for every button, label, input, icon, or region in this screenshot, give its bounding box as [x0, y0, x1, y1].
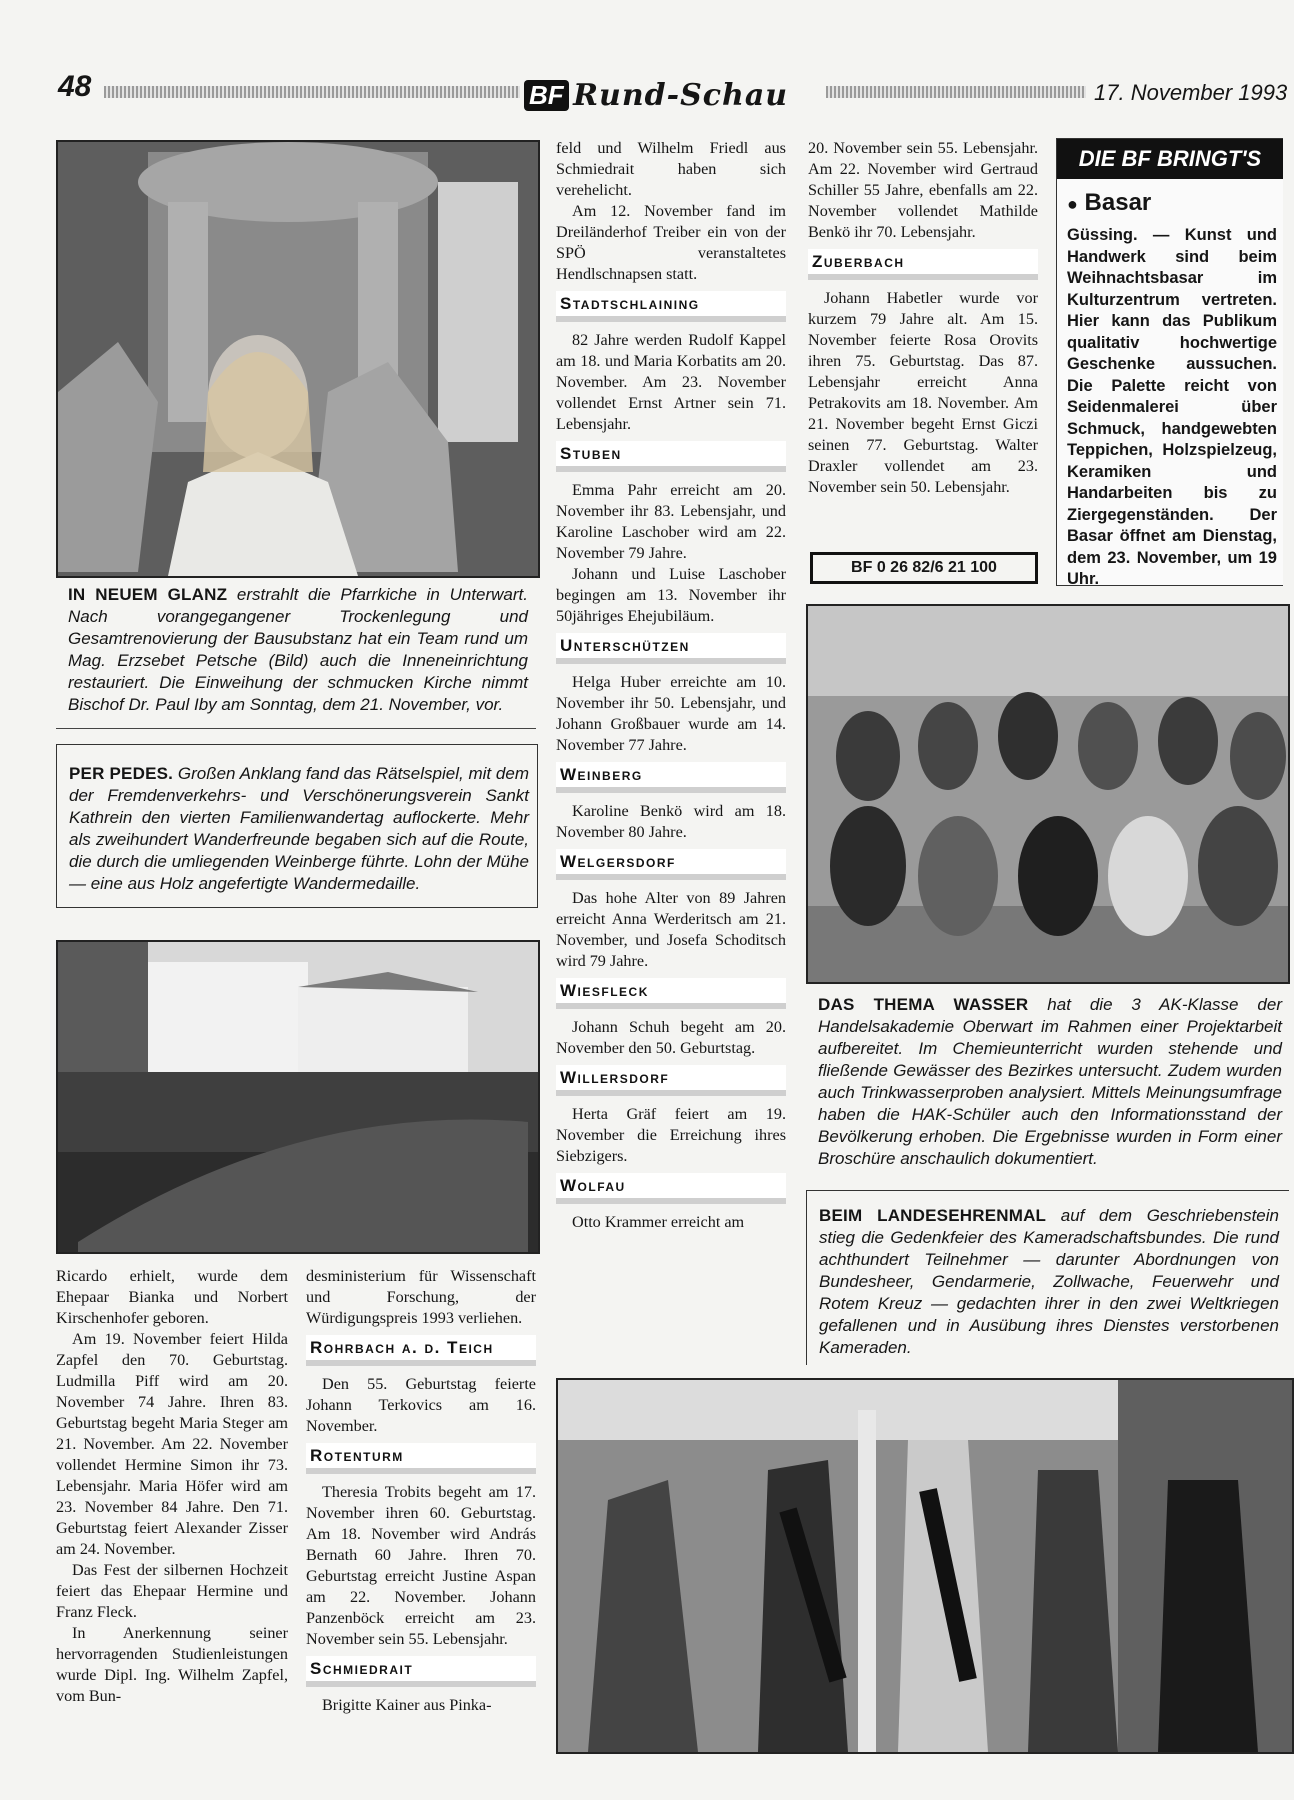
col3-p8: Das hohe Alter von 89 Jahren erreicht Anna Werderitsch am 21. November, und Josefa Schoditsch wird 79 Jahre.	[556, 889, 786, 970]
masthead-title: Rund-Schau	[573, 78, 789, 113]
church-caption-keyword: IN NEUEM GLANZ	[68, 585, 228, 604]
col3-p11: Otto Krammer erreicht am	[572, 1213, 745, 1231]
col1-p3: Das Fest der silbernen Hochzeit feiert das Ehepaar Hermine und Franz Fleck.	[56, 1561, 288, 1621]
heading-rohrbach: Rohrbach a. d. Teich	[306, 1335, 536, 1366]
heading-schmiedrait: Schmiedrait	[306, 1656, 536, 1687]
col2-p1: desministerium für Wissenschaft und Forschung, der Würdigungspreis 1993 verliehen.	[306, 1267, 536, 1327]
heading-stuben: Stuben	[556, 441, 786, 472]
bf-bringts-header: DIE BF BRINGT'S	[1057, 139, 1283, 179]
landesehrenmal-box	[806, 1190, 1289, 1365]
col1-bottom-text	[56, 1266, 288, 1707]
col4-p1: 20. November sein 55. Lebensjahr. Am 22. November wird Gertraud Schiller 55 Jahre, ebenfalls am 22. November vollendet Mathilde Benkö ihr 70. Lebensjahr.	[808, 139, 1038, 241]
basar-text: Güssing. — Kunst und Handwerk sind beim Weihnachtsbasar im Kulturzentrum vertreten. Hier kann das Publikum qualitativ hochwertige Geschenke aussuchen. Die Palette reicht von Seidenmalerei über Schmuck, handgewebten Teppichen, Holzspielzeug, Keramiken und Handarbeiten bis zu Ziergegenständen. Der Basar öffnet am Dienstag, dem 23. November, um 19 Uhr.	[1067, 226, 1277, 588]
class-photo	[806, 604, 1290, 984]
class-caption-text: hat die 3 AK-Klasse der Handelsakademie Oberwart im Rahmen einer Projektarbeit aufbereitet. Im Chemieunterricht wurden stehende und fließende Gewässer des Bezirkes untersucht. Zudem wurden auch Trinkwasserproben analysiert. Mittels Meinungsumfrage haben die HAK-Schüler auch den Informationsstand der Bevölkerung erhoben. Die Ergebnisse wurden in Form einer Broschüre anschaulich dokumentiert.	[818, 995, 1282, 1168]
heading-zuberbach: Zuberbach	[808, 249, 1038, 280]
phone-box: BF 0 26 82/6 21 100	[810, 552, 1038, 584]
col3-p10: Herta Gräf feiert am 19. November die Erreichung ihres Siebzigers.	[556, 1105, 786, 1165]
church-photo	[56, 140, 540, 578]
col3-p2: Am 12. November fand im Dreiländerhof Treiber ein von der SPÖ veranstaltetes Hendlschnapsen statt.	[556, 202, 786, 283]
ceremony-illustration	[558, 1380, 1292, 1752]
church-illustration	[58, 142, 538, 576]
col1-p2: Am 19. November feiert Hilda Zapfel den 70. Geburtstag. Ludmilla Piff wird am 20. November 74 Jahre. Ihren 83. Geburtstag begeht Maria Steger am 21. November. Am 22. November vollendet Hermine Simon ihr 73. Lebensjahr. Maria Höfer wird am 23. November 84 Jahre. Den 71. Geburtstag feiert Alexander Zisser am 24. November.	[56, 1330, 288, 1558]
col1-p4: In Anerkennung seiner hervorragenden Studienleistungen wurde Dipl. Ing. Wilhelm Zapfel, vom Bun-	[56, 1624, 288, 1705]
col3-p6: Helga Huber erreichte am 10. November ihr 50. Lebensjahr, und Johann Großbauer wurde am 14. November 77 Jahre.	[556, 673, 786, 754]
issue-date: 17. November 1993	[1094, 80, 1288, 105]
col2-p3: Theresia Trobits begeht am 17. November ihren 60. Geburtstag. Am 18. November wird András Bernath 60 Jahre. Ihren 70. Geburtstag erreicht Justine Aspan am 22. November. Johann Panzenböck erreicht am 23. November sein 55. Lebensjahr.	[306, 1483, 536, 1648]
header-rule-left	[104, 86, 520, 98]
col4-text	[808, 138, 1038, 498]
landesehrenmal-keyword: BEIM LANDESEHRENMAL	[819, 1206, 1047, 1225]
church-caption-text: erstrahlt die Pfarrkiche in Unterwart. Nach vorangegangener Trockenlegung und Gesamtrenovierung der Bausubstanz hat ein Team rund um Mag. Erzsebet Petsche (Bild) auch die Inneneinrichtung restauriert. Die Einweihung der schmucken Kirche nimmt Bischof Dr. Paul Iby am Sonntag, dem 21. November, vor.	[68, 585, 528, 714]
basar-title: Basar	[1084, 189, 1152, 216]
hiking-photo	[56, 940, 540, 1254]
heading-unterschuetzen: Unterschützen	[556, 633, 786, 664]
class-caption-keyword: DAS THEMA WASSER	[818, 995, 1029, 1014]
col3-p9: Johann Schuh begeht am 20. November den 50. Geburtstag.	[556, 1018, 786, 1057]
col3-p3: 82 Jahre werden Rudolf Kappel am 18. und Maria Korbatits am 20. November. Am 23. November vollendet Ernst Artner sein 71. Lebensjahr.	[556, 331, 786, 433]
bf-bringts-box	[1056, 138, 1283, 586]
ceremony-photo	[556, 1378, 1294, 1754]
col3-p4: Emma Pahr erreicht am 20. November ihr 83. Lebensjahr, und Karoline Laschober wird am 22. November 79 Jahre.	[556, 481, 786, 562]
col3-text	[556, 138, 786, 1233]
heading-wolfau: Wolfau	[556, 1173, 786, 1204]
heading-weinberg: Weinberg	[556, 762, 786, 793]
col3-p5: Johann und Luise Laschober begingen am 13. November ihr 50jähriges Ehejubiläum.	[556, 565, 786, 625]
hiking-illustration	[58, 942, 538, 1252]
col2-p4: Brigitte Kainer aus Pinka-	[322, 1696, 492, 1714]
masthead-logo	[524, 78, 788, 116]
per-pedes-text: Großen Anklang fand das Rätselspiel, mit dem der Fremdenverkehrs- und Verschönerungsverein Sankt Kathrein den vierten Familienwandertag auflockerte. Mehr als zweihundert Wanderfreunde begaben sich auf die Route, die durch die umliegenden Weinberge führte. Lohn der Mühe — eine aus Holz angefertigte Wandermedaille.	[69, 764, 529, 893]
church-divider	[56, 728, 536, 729]
col2-p2: Den 55. Geburtstag feierte Johann Terkovics am 16. November.	[306, 1375, 536, 1435]
church-caption	[68, 584, 528, 716]
heading-stadtschlaining: Stadtschlaining	[556, 291, 786, 322]
header-rule-right	[826, 86, 1086, 98]
col2-bottom-text	[306, 1266, 536, 1716]
landesehrenmal-text: auf dem Geschriebenstein stieg die Gedenkfeier des Kameradschaftsbundes. Die rund achthundert Teilnehmer — darunter Abordnungen von Bundesheer, Gendarmerie, Zollwache, Feuerwehr und Rotem Kreuz — gedachten ihrer in den zwei Weltkriegen gefallenen und in Ausübung ihres Dienstes verstorbenen Kameraden.	[819, 1206, 1279, 1357]
basar-title-row	[1067, 189, 1283, 217]
heading-welgersdorf: Welgersdorf	[556, 849, 786, 880]
bullet-icon: ●	[1067, 194, 1078, 214]
bf-logo: BF	[524, 80, 569, 111]
col1-p1: Ricardo erhielt, wurde dem Ehepaar Bianka und Norbert Kirschenhofer geboren.	[56, 1267, 288, 1327]
heading-willersdorf: Willersdorf	[556, 1065, 786, 1096]
col3-p1: feld und Wilhelm Friedl aus Schmiedrait haben sich verehelicht.	[556, 139, 786, 199]
col3-p7: Karoline Benkö wird am 18. November 80 Jahre.	[556, 802, 786, 841]
page-number: 48	[58, 70, 92, 103]
per-pedes-keyword: PER PEDES.	[69, 764, 174, 783]
col4-p2: Johann Habetler wurde vor kurzem 79 Jahre alt. Am 15. November feierte Rosa Orovits ihren 75. Geburtstag. Das 87. Lebensjahr erreicht Anna Petrakovits am 18. November. Am 21. November begeht Ernst Giczi seinen 77. Geburtstag. Walter Draxler vollendet am 23. November sein 50. Lebensjahr.	[808, 289, 1038, 496]
heading-wiesfleck: Wiesfleck	[556, 978, 786, 1009]
class-illustration	[808, 606, 1288, 982]
heading-rotenturm: Rotenturm	[306, 1443, 536, 1474]
class-caption	[818, 994, 1282, 1170]
per-pedes-box	[56, 744, 538, 908]
